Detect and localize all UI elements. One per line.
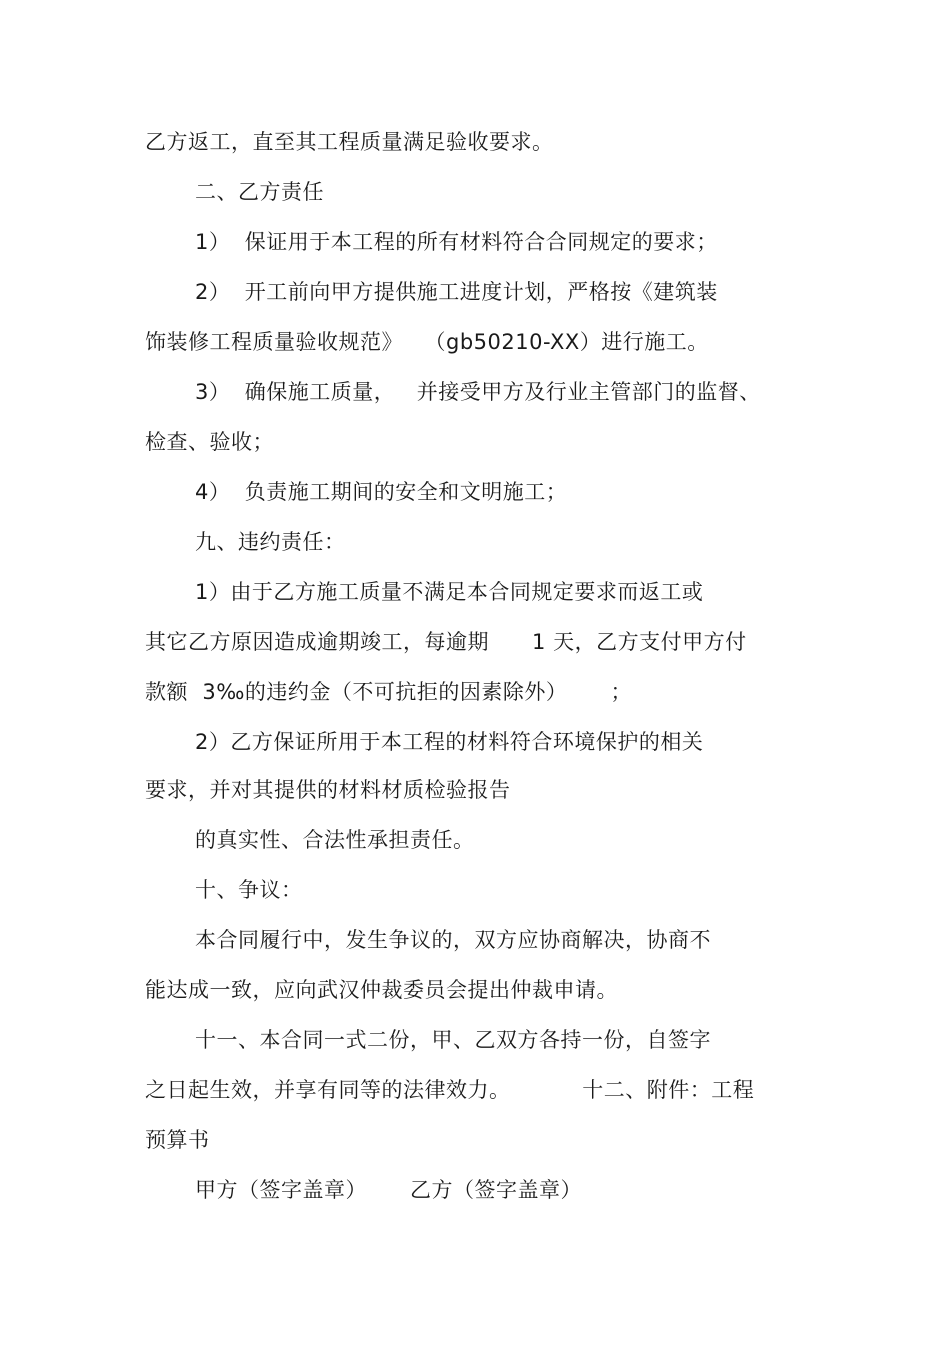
paragraph-line: 乙方返工，直至其工程质量满足验收要求。 [145, 130, 554, 154]
paragraph-line: 要求，并对其提供的材料材质检验报告 [145, 778, 511, 802]
paragraph-line: 本合同履行中，发生争议的，双方应协商解决，协商不 [195, 928, 711, 952]
list-item: 4） 负责施工期间的安全和文明施工； [195, 480, 568, 504]
paragraph-line: 的真实性、合法性承担责任。 [195, 828, 475, 852]
signature-line: 甲方（签字盖章） 乙方（签字盖章） [195, 1178, 583, 1202]
section-heading-breach-liability: 九、违约责任： [195, 530, 346, 554]
paragraph-line: 能达成一致，应向武汉仲裁委员会提出仲裁申请。 [145, 978, 618, 1002]
list-item: 3） 确保施工质量， 并接受甲方及行业主管部门的监督、 [195, 380, 761, 404]
section-heading-party-b-responsibility: 二、乙方责任 [195, 180, 324, 204]
paragraph-line: 之日起生效，并享有同等的法律效力。 十二、附件：工程 [145, 1078, 755, 1102]
paragraph-line: 其它乙方原因造成逾期竣工，每逾期 1 天，乙方支付甲方付 [145, 630, 747, 654]
paragraph-line: 款额 3‰的违约金（不可抗拒的因素除外） ； [145, 680, 632, 704]
list-item: 2）乙方保证所用于本工程的材料符合环境保护的相关 [195, 730, 704, 754]
list-item: 2） 开工前向甲方提供施工进度计划，严格按《建筑装 [195, 280, 718, 304]
list-item: 1）由于乙方施工质量不满足本合同规定要求而返工或 [195, 580, 704, 604]
paragraph-line: 十一、本合同一式二份，甲、乙双方各持一份，自签字 [195, 1028, 711, 1052]
paragraph-line: 饰装修工程质量验收规范》 （gb50210-XX）进行施工。 [145, 330, 709, 354]
section-heading-dispute: 十、争议： [195, 878, 303, 902]
paragraph-line: 检查、验收； [145, 430, 274, 454]
paragraph-line: 预算书 [145, 1128, 210, 1152]
list-item: 1） 保证用于本工程的所有材料符合合同规定的要求； [195, 230, 718, 254]
